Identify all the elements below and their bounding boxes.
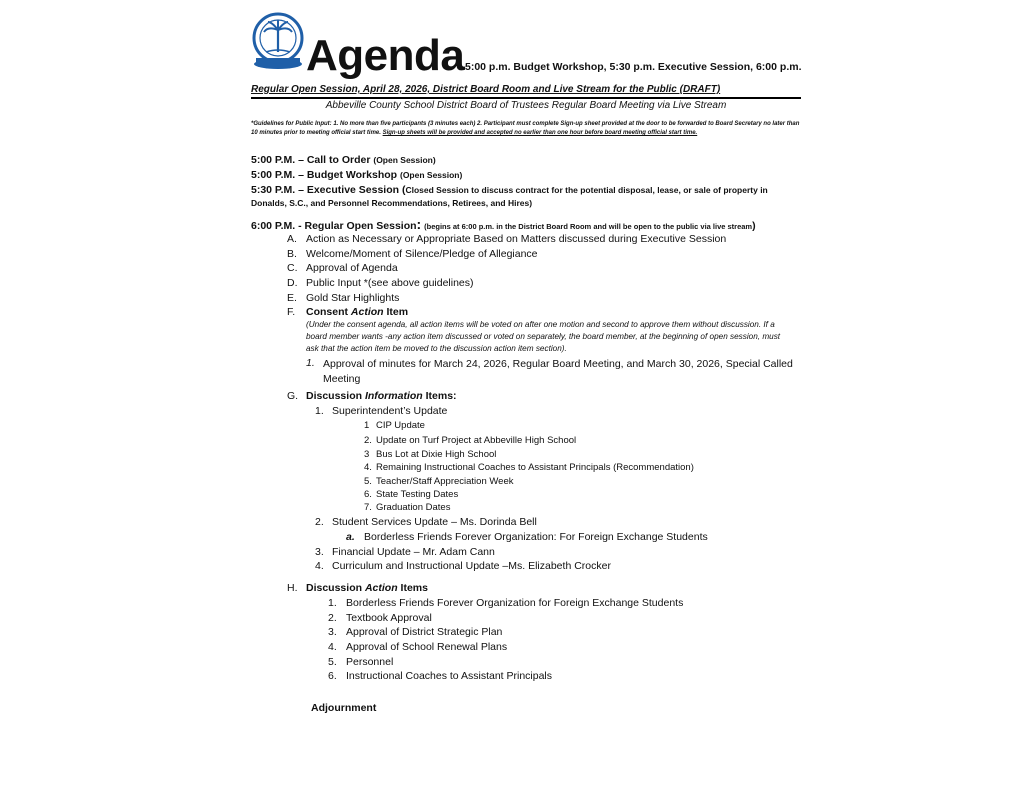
header-divider — [251, 97, 801, 99]
district-seal-logo — [252, 12, 304, 70]
agenda-page: Agenda 5:00 p.m. Budget Workshop, 5:30 p.m. Executive Session, 6:00 p.m. Regular Open Session, April 28, 2026, District Board Room and Live Stream for the Public (DRAFT) Abbeville County School District Board of Trustees Regular Board Meeting via Live Stream *Guidelines for Public Input: 1. No more than five participants (3 minutes each) 2. Participant must complete Sign-up sheet provided at the door to be forwarded to Board Secretary no later than 10 minutes prior to meeting official start time. Sign-up sheets will be provided and accepted no earlier than one hour before board meeting official start time. 5:00 P.M. – Call to Order (Open Session) 5:00 P.M. – Budget Workshop (Open Session) 5:30 P.M. – Executive Session (Closed Session to discuss contract for the potential disposal, lease, or sale of property in Donalds, S.C., and Personnel Recommendations, Retirees, and Hires) 6:00 P.M. - Regular Open Session: (begins at 6:00 p.m. in the District Board Room and will be open to the public via live stream) A. Action as Necessary or Appropriate Based on Matters discussed during Executive Session B. Welcome/Moment of Silence/Pledge of Allegiance C. Approval of Agenda D. Public Input *(see above guidelines) E. Gold Star Highlights F. Consent Action Item (Under the consent agenda, all action items will be voted on after one motion and second to approve them without discussion. If a board member wants -any action item discussed or voted on separately, the board member, at the beginning of open session, must ask that the action item be moved to the discussion action item section). 1. Approval of minutes for March 24, 2026, Regular Board Meeting, and March 30, 2026, Special Called Meeting G. Discussion Information Items: 1. Superintendent’s Update 1 CIP Update 2. Update on Turf Project at Abbeville High School 3 Bus Lot at Dixie High School 4. Remaining Instructional Coaches to Assistant Principals (Recommendation) 5. Teacher/Staff Appreciation Week 6. State Testing Dates 7. Graduation Dates 2. Student Services Update – Ms. Dorinda Bell a. Borderless Friends Forever Organization: For Foreign Exchange Students 3. Financial Update – Mr. Adam Cann 4. Curriculum and Instructional Update –Ms. Elizabeth Crocker H. Discussion Action Items 1. Borderless Friends Forever Organization for Foreign Exchange Students 2. Textbook Approval 3. Approval of District Strategic Plan 4. Approval of School Renewal Plans 5. Personnel 6. Instructional Coaches to Assistant Principals Adjournment — [0, 0, 1024, 791]
schedule-call-to-order: 5:00 P.M. – Call to Order (Open Session) — [251, 154, 436, 166]
schedule-executive-session: 5:30 P.M. – Executive Session (Closed Session to discuss contract for the potential disposal, lease, or sale of property in Donalds, S.C., and Personnel Recommendations, Retirees, and Hires) — [251, 184, 768, 208]
page-title: Agenda — [306, 31, 465, 80]
meeting-subtitle: Abbeville County School District Board of Trustees Regular Board Meeting via Live Stream — [325, 100, 727, 111]
consent-agenda-note: (Under the consent agenda, all action items will be voted on after one motion and second to approve them without discussion. If a board member wants -any action item discussed or voted on separately, the board member, at the beginning of open session, must ask that the action item be moved to the discussion action item section). — [306, 320, 781, 353]
session-line: Regular Open Session, April 28, 2026, District Board Room and Live Stream for the Public (DRAFT) — [251, 84, 721, 95]
adjournment: Adjournment — [311, 702, 377, 714]
schedule-regular-session: 6:00 P.M. - Regular Open Session: (begins at 6:00 p.m. in the District Board Room and will be open to the public via live stream) — [251, 216, 756, 232]
meeting-times: 5:00 p.m. Budget Workshop, 5:30 p.m. Executive Session, 6:00 p.m. — [465, 61, 802, 73]
schedule-budget-workshop: 5:00 P.M. – Budget Workshop (Open Session) — [251, 169, 463, 181]
public-input-guidelines: *Guidelines for Public Input: 1. No more than five participants (3 minutes each) 2. Participant must complete Sign-up sheet provided at the door to be forwarded to Board Secretary no later than 10 minutes prior to meeting official start time. Sign-up sheets will be provided and accepted no earlier than one hour before board meeting official start time. — [251, 121, 800, 136]
